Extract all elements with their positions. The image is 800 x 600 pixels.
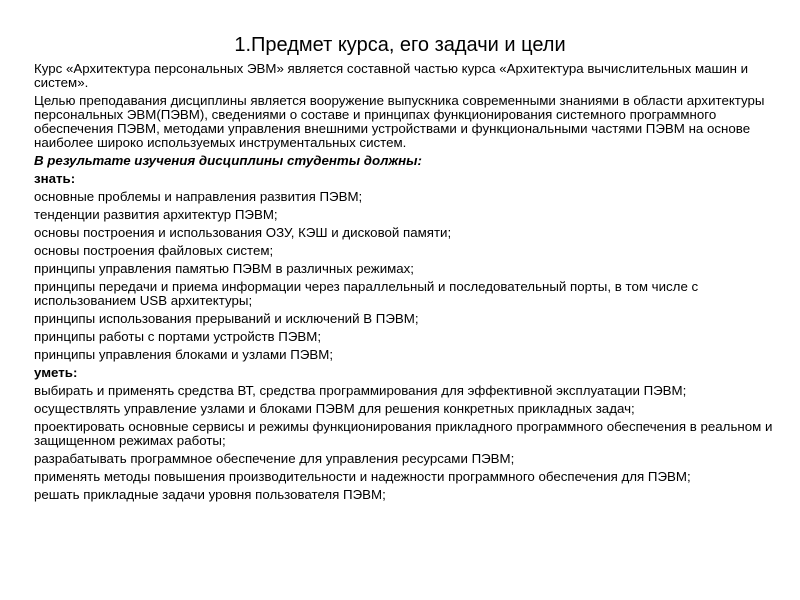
can-item: разрабатывать программное обеспечение для управления ресурсами ПЭВМ;: [34, 451, 515, 466]
intro-paragraph-1: Курс «Архитектура персональных ЭВМ» является составной частью курса «Архитектура вычислительных машин и систем».: [34, 61, 749, 90]
can-item: выбирать и применять средства ВТ, средства программирования для эффективной эксплуатации ПЭВМ;: [34, 383, 687, 398]
slide-title: 1.Предмет курса, его задачи и цели: [234, 34, 566, 56]
know-item: принципы использования прерываний и исключений В ПЭВМ;: [34, 311, 419, 326]
can-label: уметь:: [34, 365, 78, 380]
know-item: принципы передачи и приема информации через параллельный и последовательный порты, в том числе с использованием USB архитектуры;: [34, 279, 699, 308]
know-label: знать:: [34, 171, 76, 186]
slide-content: [34, 62, 774, 506]
know-item: тенденции развития архитектур ПЭВМ;: [34, 207, 278, 222]
intro-paragraph-2: Целью преподавания дисциплины является вооружение выпускника современными знаниями в области архитектуры персональных ЭВМ(ПЭВМ), сведениями о составе и принципах функционирования системного программного обеспечения ПЭВМ, методами управления внешними устройствами и функциональными частями ПЭВМ на основе наиболее широко используемых инструментальных систем.: [34, 93, 765, 150]
can-item: проектировать основные сервисы и режимы функционирования прикладного программного обеспечения в реальном и защищенном режимах работы;: [34, 419, 773, 448]
know-item: принципы работы с портами устройств ПЭВМ;: [34, 329, 322, 344]
know-item: основные проблемы и направления развития ПЭВМ;: [34, 189, 363, 204]
know-item: принципы управления памятью ПЭВМ в различных режимах;: [34, 261, 414, 276]
know-item: основы построения файловых систем;: [34, 243, 274, 258]
can-item: применять методы повышения производительности и надежности программного обеспечения для ПЭВМ;: [34, 469, 691, 484]
know-item: принципы управления блоками и узлами ПЭВМ;: [34, 347, 334, 362]
can-item: решать прикладные задачи уровня пользователя ПЭВМ;: [34, 487, 386, 502]
know-item: основы построения и использования ОЗУ, КЭШ и дисковой памяти;: [34, 225, 452, 240]
results-heading: В результате изучения дисциплины студенты должны:: [34, 153, 422, 168]
can-item: осуществлять управление узлами и блоками ПЭВМ для решения конкретных прикладных задач;: [34, 401, 635, 416]
